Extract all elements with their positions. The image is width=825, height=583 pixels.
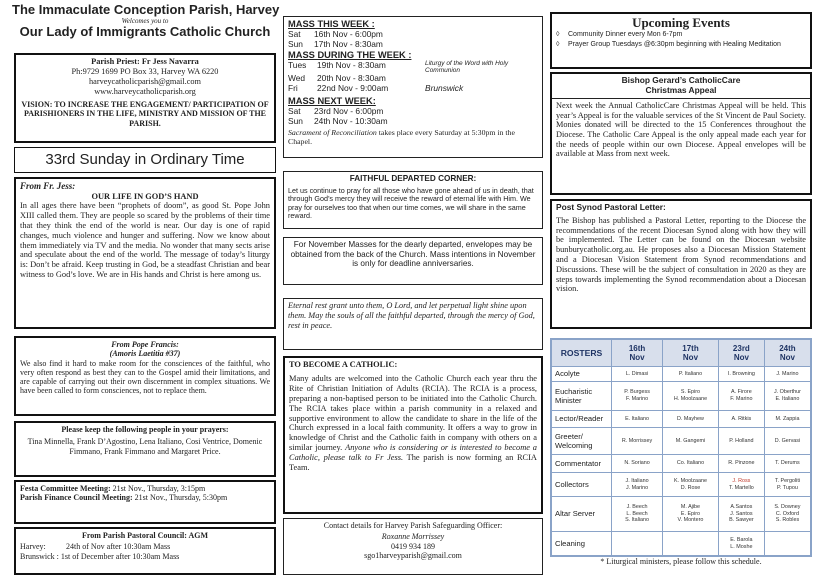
christmas-appeal-box: [550, 72, 812, 195]
safeguard-email[interactable]: sgo1harveyparish@gmail.com: [364, 551, 462, 561]
roster-cell: A.Santos J. Santos B. Sawyer: [718, 497, 764, 532]
roster-name: J. Ross: [732, 477, 751, 484]
appeal-header: [552, 74, 810, 99]
faithful-heading: FAITHFUL DEPARTED CORNER:: [349, 174, 477, 183]
roster-cell: L. Dimasi: [612, 367, 663, 382]
events-heading: Upcoming Events: [632, 15, 730, 30]
roster-row: [552, 455, 811, 473]
agm-brunswick-value: 1st of December after 10:30am Mass: [58, 551, 180, 561]
roster-cell: S. Downey C. Oxford S. Robles: [764, 497, 810, 532]
event-item: [556, 31, 806, 39]
prayers-names: Tina Minnella, Frank D’Agostino, Lena Italiano, Cosi Ventrice, Domenic Fimmano, Frank Fimmano and Margaret Price.: [27, 437, 263, 456]
mass-this-week-heading: MASS THIS WEEK :: [288, 19, 375, 29]
sunday-title: 33rd Sunday in Ordinary Time: [14, 147, 276, 173]
mass-day: Sat: [288, 106, 301, 117]
roster-cell: A. Ritkis: [718, 411, 764, 428]
rosters-footnote: * Liturgical ministers, please follow this schedule.: [600, 557, 762, 566]
jess-body: In all ages there have been “prophets of doom”, as good St. Pope John XIII called them. They are people so scared by the problems of their time that they think the end of the world is near. Our day is one of rapid changes, much violence and hunger and suffering. Now we know about them immediately via TV and the media. No wonder that many sects arise and speculate about the end of the world. The message of today’s liturgy is: Don’t be afraid. Keep trusting in God, be a steadfast Christian and bear witness to God’s love. We are in His hands and Christ is here among us.: [20, 201, 270, 280]
roster-cell: [612, 532, 663, 556]
mass-time: 17th Nov - 8:30am: [314, 38, 383, 49]
roster-cell: [718, 473, 764, 497]
agm-heading: From Parish Pastoral Council: AGM: [81, 531, 209, 540]
fr-jess-column: [14, 177, 276, 329]
roster-row: [552, 411, 811, 428]
roster-cell: D. Gervasi: [764, 428, 810, 455]
header-cell: 23rd Nov: [718, 340, 764, 367]
become-catholic-box: [283, 356, 543, 514]
catholic-body-text: Many adults are welcomed into the Catholic Church each year thru the Rite of Christian Initiation of Adults (RCIA). The RCIA is a process, preparing a non-baptised person to be initiated into the Catholic Church. The RCIA takes place within a parish community in a relaxed and supportive environment to allow the candidate to share in the life of the Church expressed in a local faith community. It offers a way to grow in knowledge of Christ and the Catholic faith in company with others on a similar journey.: [289, 373, 537, 453]
vision-statement: VISION: TO INCREASE THE ENGAGEMENT/ PARTICIPATION OF PARISHIONERS IN THE LIFE, MINISTRY AND MISSION OF THE PARISH.: [21, 99, 269, 128]
mass-day: Sun: [288, 116, 303, 127]
mass-time: 20th Nov - 8:30am: [317, 73, 386, 84]
mass-time: 16th Nov - 6:00pm: [314, 28, 383, 39]
welcome-text: Welcomes you to: [121, 17, 169, 25]
catholic-tail: The parish is now forming an RCIA Team.: [289, 453, 537, 473]
roster-cell: E. Barola L. Moshe: [718, 532, 764, 556]
parish-email[interactable]: harveycatholicparish@gmail.com: [88, 76, 201, 86]
mass-next-heading: MASS NEXT WEEK:: [288, 96, 376, 107]
catholic-body: [289, 374, 537, 473]
mass-day: Wed: [288, 73, 306, 84]
safeguarding-box: [283, 518, 543, 575]
mass-row: [288, 40, 538, 50]
roster-cell: T. Pergoliti P. Tupou: [764, 473, 810, 497]
mass-row: [288, 117, 538, 127]
meetings-box: [14, 480, 276, 524]
prayers-box: [14, 421, 276, 477]
roster-cell: I. Browning: [718, 367, 764, 382]
synod-letter-box: [550, 199, 812, 329]
roster-cell: M. Ajibe E. Epiro V. Montero: [663, 497, 719, 532]
mass-times-box: [283, 16, 543, 158]
roster-role: Eucharistic Minister: [552, 382, 612, 411]
rosters-header-row: [552, 340, 811, 367]
roster-row: [552, 367, 811, 382]
eternal-text: Eternal rest grant unto them, O Lord, and let perpetual light shine upon them. May the souls of all the faithful departed, through the mercy of God, rest in peace.: [288, 301, 535, 330]
festa-label: Festa Committee Meeting:: [20, 484, 111, 493]
mass-time: 23rd Nov - 6:00pm: [314, 106, 384, 117]
pope-subheading: (Amoris Laetitia #37): [109, 349, 181, 359]
mass-note: Liturgy of the Word with Holy Communion: [425, 59, 509, 74]
roster-cell: P. Burgess F. Marino: [612, 382, 663, 411]
roster-cell: D. Mayhew: [663, 411, 719, 428]
roster-role: Lector/Reader: [552, 411, 612, 428]
mass-time: 22nd Nov - 9:00am: [317, 83, 389, 94]
pope-heading: From Pope Francis:: [111, 340, 179, 349]
rosters-table-wrap: [550, 338, 812, 557]
prayers-heading: Please keep the following people in your prayers:: [61, 425, 229, 434]
roster-row: [552, 382, 811, 411]
parish-title: The Immaculate Conception Parish, Harvey: [12, 2, 280, 17]
roster-row: [552, 497, 811, 532]
header-cell: ROSTERS: [552, 340, 612, 367]
roster-cell: [663, 532, 719, 556]
appeal-body: Next week the Annual CatholicCare Christmas Appeal will be held. This year’s Appeal is for the valuable services of the St Vincent de Paul Society. Monies donated will be directed to the 15 Conferences throughout the Diocese. The Catholic Care Appeal is the only appeal made each year for the needs of people within our own Diocese. Appeal envelopes will be available at Mass from next week.: [556, 100, 806, 159]
finance-value: 21st Nov., Thursday, 5:30pm: [132, 493, 228, 503]
mass-time: 24th Nov - 10:30am: [314, 116, 388, 127]
parish-priest: Parish Priest: Fr Jess Navarra: [91, 57, 199, 66]
appeal-heading-1: Bishop Gerard’s CatholicCare: [621, 75, 741, 85]
roster-row: [552, 428, 811, 455]
reconciliation: [288, 128, 538, 146]
roster-cell: Co. Italiano: [663, 455, 719, 473]
festa-value: 21st Nov., Thursday, 3:15pm: [110, 484, 206, 493]
eternal-rest-box: [283, 298, 543, 350]
roster-role: Altar Server: [552, 497, 612, 532]
diamond-icon: ◊: [556, 31, 560, 39]
agm-box: [14, 527, 276, 575]
safeguard-name: Roxanne Morrissey: [381, 532, 445, 542]
roster-cell: [764, 532, 810, 556]
header-cell: 17th Nov: [663, 340, 719, 367]
reconciliation-label: Sacrament of Reconciliation: [288, 127, 377, 137]
synod-heading: Post Synod Pastoral Letter:: [556, 202, 666, 212]
roster-cell: E. Italiano: [612, 411, 663, 428]
safeguard-phone: 0419 934 189: [391, 541, 435, 551]
catholic-heading: TO BECOME A CATHOLIC:: [289, 360, 398, 369]
mass-day: Tues: [288, 59, 307, 70]
roster-cell: J. Marino: [764, 367, 810, 382]
pope-body: We also find it hard to make room for the consciences of the faithful, who very often respond as best they can to the Gospel amid their limitations, and are capable of carrying out their own discernment in complex situations. We have been called to form consciences, not to replace them.: [20, 358, 270, 396]
roster-cell: M. Zappia: [764, 411, 810, 428]
roster-cell: S. Epiro H. Moolzaane: [663, 382, 719, 411]
roster-cell: A. Firore F. Marino: [718, 382, 764, 411]
roster-role: Greeter/ Welcoming: [552, 428, 612, 455]
header-cell: 24th Nov: [764, 340, 810, 367]
mass-row: [288, 61, 538, 75]
safeguard-heading: Contact details for Harvey Parish Safeguarding Officer:: [323, 521, 503, 530]
catholic-italic: Anyone who is considering or is interested to become a Catholic, please talk to Fr Jess.: [289, 443, 537, 463]
pope-francis-box: [14, 336, 276, 416]
synod-body: The Bishop has published a Pastoral Letter, reporting to the Diocese the recommendations of the recent Diocesan Synod along with how they will be implemented. The Letter can be found on the Diocesan website bunburycatholic.org.au. He proposes also a Diocesan Mission Statement and a Diocesan Vision Statement from Synod recommendations and Discussions. These will be the subject of consultation in 2020 as they are steps towards implementing the Synod recommendation about a Diocesan vision.: [556, 215, 806, 294]
roster-cell: J. Italiano J. Marino: [612, 473, 663, 497]
november-masses-box: [283, 237, 543, 285]
phone-po: Ph:9729 1699 PO Box 33, Harvey WA 6220: [71, 66, 219, 76]
jess-heading: From Fr. Jess:: [20, 181, 76, 191]
mass-day: Sun: [288, 38, 303, 49]
mass-note: Brunswick: [425, 83, 464, 94]
header-cell: 16th Nov: [612, 340, 663, 367]
roster-cell: J. Oberthur E. Italiano: [764, 382, 810, 411]
roster-cell: M. Gangemi: [663, 428, 719, 455]
roster-role: Cleaning: [552, 532, 612, 556]
november-text: For November Masses for the dearly departed, envelopes may be obtained from the back of the Church. Mass intentions in November is only for deadline anniversaries.: [290, 240, 536, 269]
faithful-body: Let us continue to pray for all those who have gone ahead of us in death, that through God’s mercy they will receive the reward of eternal life with Him. We pray for ourselves too that when our time comes, we will share in the same reward.: [288, 185, 534, 221]
roster-cell: R. Pinzone: [718, 455, 764, 473]
faithful-departed-box: [283, 171, 543, 229]
roster-name: T. Martello: [728, 484, 754, 491]
church-name: Our Lady of Immigrants Catholic Church: [19, 24, 271, 39]
roster-cell: P. Holland: [718, 428, 764, 455]
mass-day: Sat: [288, 28, 301, 39]
roster-cell: R. Morrissey: [612, 428, 663, 455]
mass-row: [288, 84, 538, 94]
roster-cell: P. Italiano: [663, 367, 719, 382]
roster-role: Acolyte: [552, 367, 612, 382]
rosters-table: [551, 339, 811, 556]
event-text: Community Dinner every Mon 6-7pm: [568, 31, 683, 39]
event-item: [556, 41, 806, 49]
roster-cell: T. Derums: [764, 455, 810, 473]
roster-cell: N. Soriano: [612, 455, 663, 473]
appeal-heading-2: Christmas Appeal: [645, 84, 717, 95]
roster-cell: J. Beech L. Beech S. Italiano: [612, 497, 663, 532]
agm-harvey-label: Harvey:: [20, 542, 46, 552]
parish-website[interactable]: www.harveycatholicparish.org: [94, 86, 196, 96]
agm-brunswick-label: Brunswick :: [20, 551, 59, 561]
upcoming-events-box: [550, 12, 812, 69]
roster-role: Commentator: [552, 455, 612, 473]
mass-during-heading: MASS DURING THE WEEK :: [288, 49, 412, 60]
reconciliation-text: takes place every Saturday at 5:30pm in the Chapel.: [288, 127, 515, 147]
finance-label: Parish Finance Council Meeting:: [20, 493, 133, 503]
roster-role: Collectors: [552, 473, 612, 497]
event-text: Prayer Group Tuesdays @6:30pm beginning with Healing Meditation: [568, 40, 781, 48]
roster-cell: K. Moolzaane D. Rose: [663, 473, 719, 497]
jess-title: OUR LIFE IN GOD’S HAND: [91, 191, 199, 201]
contact-box: [14, 53, 276, 143]
agm-harvey-value: 24th of Nov after 10:30am Mass: [66, 542, 171, 552]
roster-row: [552, 532, 811, 556]
roster-row: [552, 473, 811, 497]
mass-day: Fri: [288, 83, 298, 94]
diamond-icon: ◊: [556, 40, 560, 48]
mass-time: 19th Nov - 8:30am: [317, 59, 386, 70]
